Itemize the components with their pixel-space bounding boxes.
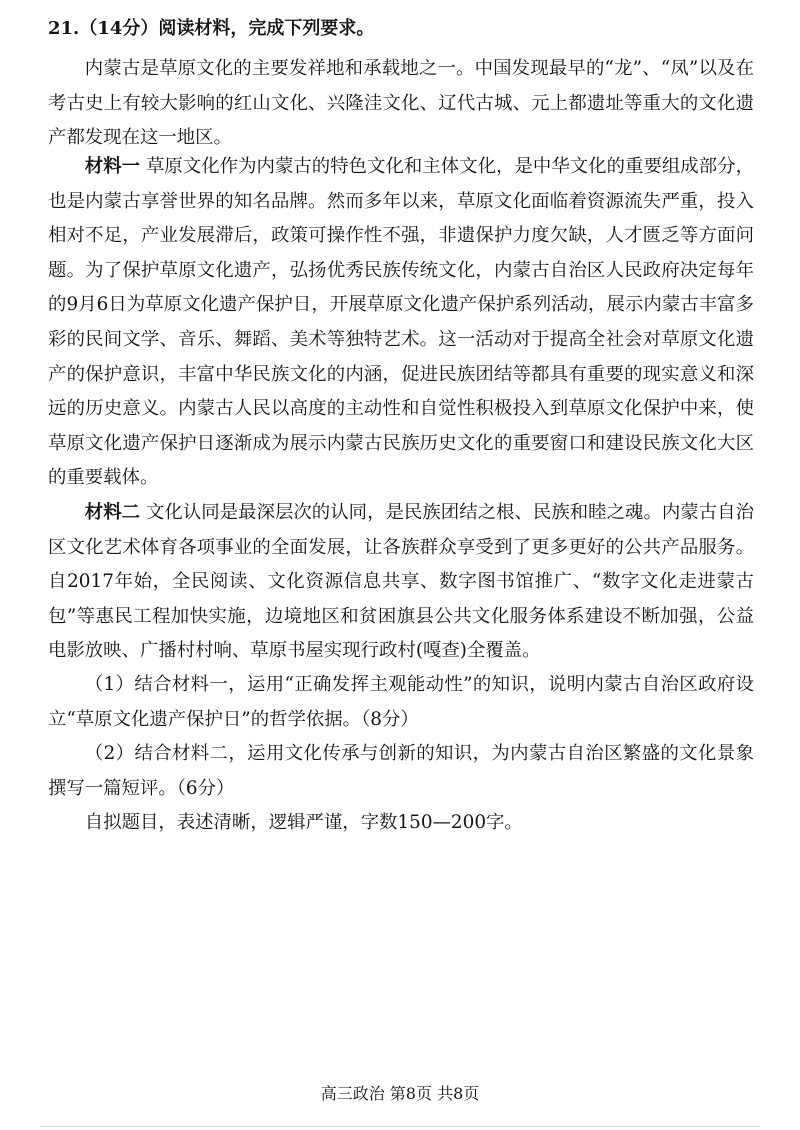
material-two-paragraph [48,496,754,669]
sub-question-1: （1）结合材料一，运用“正确发挥主观能动性”的知识，说明内蒙古自治区政府设立“草原文化遗产保护日”的哲学依据。（8分） [48,674,754,730]
material-two-label: 材料二 [84,502,141,523]
material-two-text: 文化认同是最深层次的认同，是民族团结之根、民族和睦之魂。内蒙古自治区文化艺术体育各项事业的全面发展，让各族群众享受到了更多更好的公共产品服务。自2017年始，全民阅读、文化资源信息共享、数字图书馆推广、“数字文化走进蒙古包”等惠民工程加快实施，边境地区和贫困旗县公共文化服务体系建设不断加强，公益电影放映、广播村村响、草原书屋实现行政村(嘎查)全覆盖。 [48,502,754,662]
question-header [48,14,374,44]
material-one-label: 材料一 [84,156,141,177]
material-one-paragraph [48,150,754,496]
page-footer: 高三政治 第8页 共8页 [320,1084,480,1103]
intro-paragraph: 内蒙古是草原文化的主要发祥地和承载地之一。中国发现最早的“龙”、“凤”以及在考古史上有较大影响的红山文化、兴隆洼文化、辽代古城、元上都遗址等重大的文化遗产都发现在这一地区。 [48,58,754,149]
question-score: （14分） [79,18,159,39]
answer-requirement: 自拟题目，表述清晰，逻辑严谨，字数150—200字。 [84,812,523,833]
page-edge-divider [40,1126,760,1127]
question-instruction: 阅读材料，完成下列要求。 [158,18,375,39]
sub-question-2: （2）结合材料二，运用文化传承与创新的知识，为内蒙古自治区繁盛的文化景象撰写一篇短评。（6分） [48,743,754,799]
question-number: 21. [48,18,80,39]
material-one-text: 草原文化作为内蒙古的特色文化和主体文化，是中华文化的重要组成部分，也是内蒙古享誉世界的知名品牌。然而多年以来，草原文化面临着资源流失严重，投入相对不足，产业发展滞后，政策可操作性不强，非遗保护力度欠缺，人才匮乏等方面问题。为了保护草原文化遗产，弘扬优秀民族传统文化，内蒙古自治区人民政府决定每年的9月6日为草原文化遗产保护日，开展草原文化遗产保护系列活动，展示内蒙古丰富多彩的民间文学、音乐、舞蹈、美术等独特艺术。这一活动对于提高全社会对草原文化遗产的保护意识，丰富中华民族文化的内涵，促进民族团结等都具有重要的现实意义和深远的历史意义。内蒙古人民以高度的主动性和自觉性积极投入到草原文化保护中来，使草原文化遗产保护日逐渐成为展示内蒙古民族历史文化的重要窗口和建设民族文化大区的重要载体。 [48,156,754,489]
